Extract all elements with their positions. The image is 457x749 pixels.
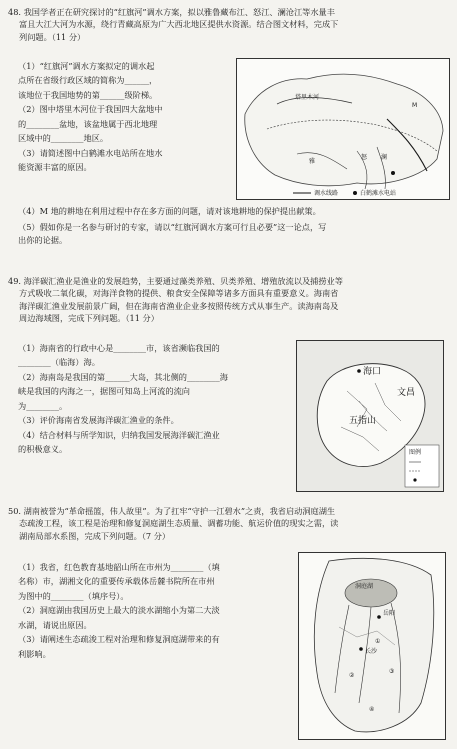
q50-line-2: 态疏浚工程，该工程是治理和修复洞庭湖生态质量、调蓄功能、航运价值的现实之需，读 <box>19 518 339 529</box>
q48-map-label-ya: 雅 <box>309 158 316 165</box>
q50-map-marker-3: ③ <box>389 668 395 675</box>
q48-map-label-tarim: 塔里木河 <box>295 94 320 101</box>
q48-map-label-lan: 澜 <box>381 154 388 161</box>
q49-sub-6: （3）评价海南省发展海洋碳汇渔业的条件。 <box>18 415 179 426</box>
q49-map-graphic <box>297 341 443 491</box>
q50-map <box>298 552 446 740</box>
q48-map-label-nu: 怒 <box>361 154 368 161</box>
q48-tail-3: 出你的论据。 <box>18 234 68 245</box>
q48-sub-3: 该地位于我国地势的第______级阶梯。 <box>18 89 158 100</box>
q50-sub-7: 利影响。 <box>18 648 51 659</box>
q50-line-1: 50. 湖南被誉为“革命摇篮，伟人故里”。为了扛牢“守护一江碧水”之责，我省启动洞庭湖生 <box>8 506 336 516</box>
q49-map-label-wuzhishan: 五指山 <box>349 416 377 426</box>
q48-line-1: 48. 我国学者正在研究探讨的“红旗河”调水方案，拟以雅鲁藏布江、怒江、澜沧江等水量丰 <box>8 7 335 17</box>
q50-line-3: 湖南局部水系图，完成下列问题。（7 分） <box>19 530 171 541</box>
q50-map-label-dongtinghu: 洞庭湖 <box>355 583 374 590</box>
q48-line-3: 列问题。（11 分） <box>19 31 86 42</box>
q50-sub-2: 名称）市，湖湘文化的重要传承载体岳麓书院所在市州 <box>18 576 215 587</box>
q50-subquestions <box>18 561 220 660</box>
q48-sub-7: （3）请简述图中白鹤滩水电站所在地水 <box>18 147 163 158</box>
q48-subquestions <box>18 60 162 174</box>
q49-map-label-wenchang: 文昌 <box>397 388 416 398</box>
q48-sub-1: （1）“红旗河”调水方案拟定的调水起 <box>18 61 155 71</box>
q48-sub-6: 区域中的________地区。 <box>18 133 109 144</box>
q48-legend-dot <box>353 191 357 195</box>
q50-sub-1: （1）我省，红色教育基地韶山所在市州为________（填 <box>18 562 220 572</box>
q50-map-graphic <box>299 553 445 739</box>
q49-sub-5: 为________。 <box>18 400 68 411</box>
q49-line-4: 周边海域图，完成下列问题。（11 分） <box>19 313 159 324</box>
q50-sub-3: 为图中的________（填序号）。 <box>18 590 129 601</box>
q49-line-2: 方式吸收二氧化碳，对海洋食物的提供、粮食安全保障等诸多方面具有重要意义。海南省 <box>19 288 339 299</box>
q48-sub-5: 的________盆地，该盆地属于西北地理 <box>18 118 158 129</box>
q48-legend-station: 白鹤滩水电站 <box>360 190 397 197</box>
q48-map <box>236 58 450 200</box>
q48-tail <box>18 205 326 246</box>
q50-sub-6: （3）请阐述生态疏浚工程对治理和修复洞庭湖带来的有 <box>18 634 220 645</box>
q48-line-2: 富且大江大河为水源，绕行青藏高原为广大西北地区提供水资源。结合图文材料，完成下 <box>19 19 339 30</box>
q49-sub-4: 峡是我国的内海之一，据图可知岛上河流的流向 <box>18 386 190 397</box>
q49-sub-7: （4）结合材料与所学知识，归纳我国发展海洋碳汇渔业 <box>18 429 220 440</box>
q50-map-marker-2: ② <box>349 672 355 679</box>
q48-tail-1: （4）M 地的耕地在利用过程中存在多方面的问题，请对该地耕地的保护提出献策。 <box>18 206 321 216</box>
q50-map-label-yueyang: 岳阳 <box>383 610 396 617</box>
q50-map-marker-1: ① <box>375 638 381 645</box>
q48-sub-8: 能资源丰富的原因。 <box>18 162 92 173</box>
q49-sub-1: （1）海南省的行政中心是________市，该省濒临我国的 <box>18 343 220 353</box>
q48-sub-4: （2）图中塔里木河位于我国四大盆地中 <box>18 104 163 115</box>
q49-map <box>296 340 444 492</box>
q49-subquestions <box>18 342 228 456</box>
q49-legend-title: 图例 <box>409 449 422 456</box>
q50-sub-4: （2）洞庭湖由我国历史上最大的淡水湖缩小为第二大淡 <box>18 605 220 616</box>
q48-tail-2: （5）假如你是一名参与研讨的专家，请以“红旗河调水方案可行且必要”这一论点，写 <box>18 222 327 233</box>
question-50 <box>8 505 448 542</box>
q48-map-graphic <box>237 59 449 199</box>
q49-line-3: 海洋碳汇渔业发展前景广阔，但在海南省渔业企业多按照传统方式从事生产。读海南岛及 <box>19 300 339 311</box>
q49-map-label-haikou: 海口 <box>363 367 382 377</box>
q50-map-label-changsha: 长沙 <box>365 648 378 655</box>
q49-legend-dot <box>413 478 416 481</box>
q48-sub-2: 点所在省级行政区域的简称为______， <box>18 75 158 86</box>
q49-line-1: 49. 海洋碳汇渔业是渔业的发展趋势，主要通过藻类养殖、贝类养殖、增殖放流以及捕捞业等 <box>8 276 343 286</box>
q49-sub-2: ________（临海）海。 <box>18 357 100 368</box>
question-49 <box>8 275 448 325</box>
q49-sub-3: （2）海南岛是我国的第______大岛，其北侧的________海 <box>18 371 228 382</box>
q50-sub-5: 水湖，请说出原因。 <box>18 619 92 630</box>
q50-map-marker-4: ④ <box>369 706 375 713</box>
q48-map-label-m: M <box>412 102 418 109</box>
question-48 <box>8 6 448 43</box>
q49-sub-8: 的积极意义。 <box>18 444 68 455</box>
q48-legend-route: 调水线路 <box>314 190 339 197</box>
